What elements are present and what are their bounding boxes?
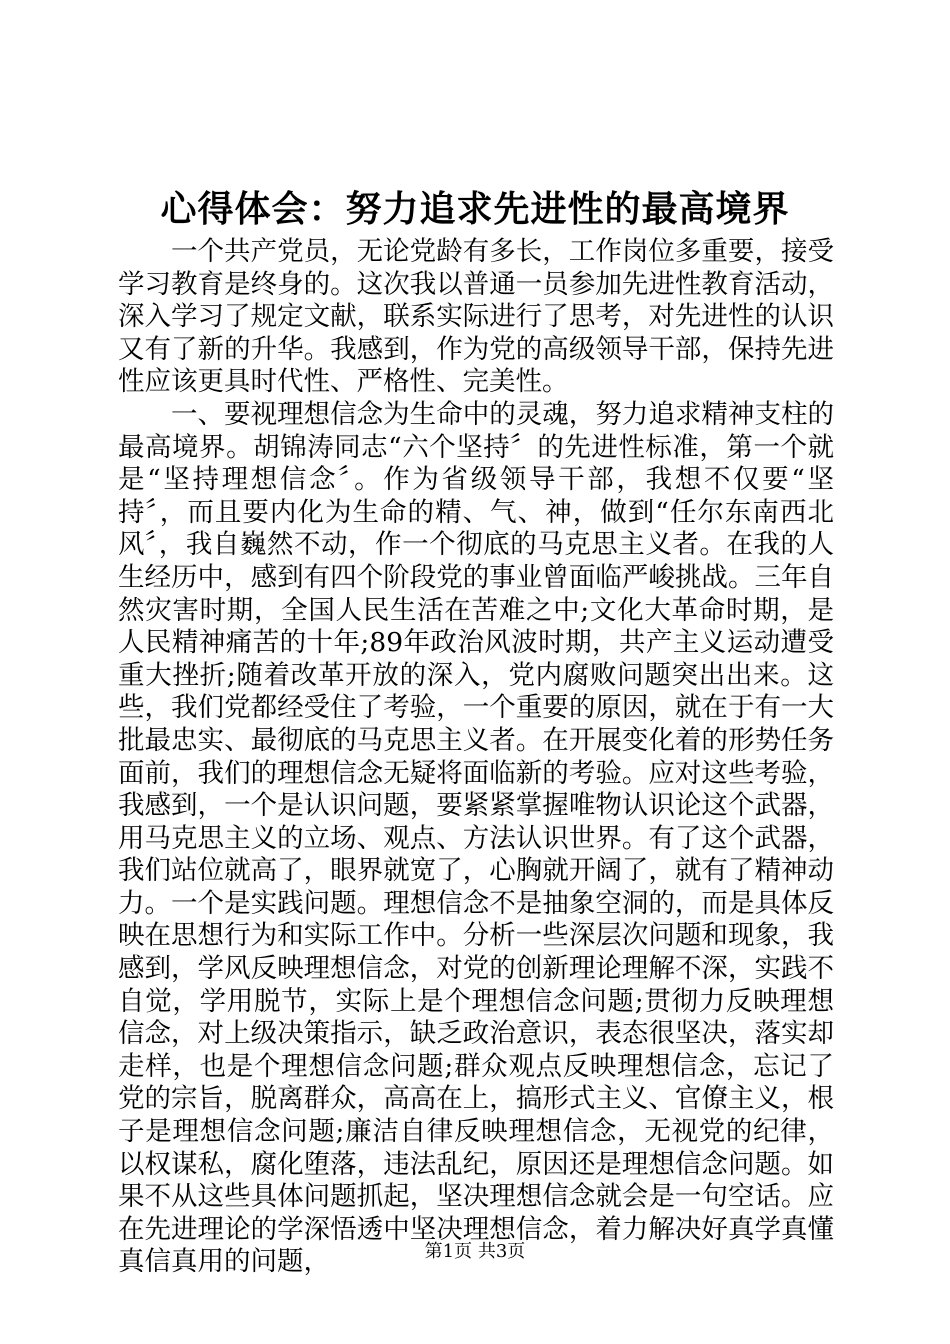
- page-number-footer: 第1页 共3页: [424, 1241, 526, 1262]
- paragraph-intro: 一个共产党员，无论党龄有多长，工作岗位多重要，接受学习教育是终身的。这次我以普通一员参加先进性教育活动，深入学习了规定文献，联系实际进行了思考，对先进性的认识又有了新的升华。我感到，作为党的高级领导干部，保持先进性应该更具时代性、严格性、完美性。: [118, 236, 834, 398]
- paragraph-section-one: 一、要视理想信念为生命中的灵魂，努力追求精神支柱的最高境界。胡锦涛同志“六个坚持〞的先进性标准，第一个就是“坚持理想信念〞。作为省级领导干部，我想不仅要“坚持〞，而且要内化为生命的精、气、神，做到“任尔东南西北风〞，我自巍然不动，作一个彻底的马克思主义者。在我的人生经历中，感到有四个阶段党的事业曾面临严峻挑战。三年自然灾害时期，全国人民生活在苦难之中;文化大革命时期，是人民精神痛苦的十年;89年政治风波时期，共产主义运动遭受重大挫折;随着改革开放的深入，党内腐败问题突出出来。这些，我们党都经受住了考验，一个重要的原因，就在于有一大批最忠实、最彻底的马克思主义者。在开展变化着的形势任务面前，我们的理想信念无疑将面临新的考验。应对这些考验，我感到，一个是认识问题，要紧紧掌握唯物认识论这个武器，用马克思主义的立场、观点、方法认识世界。有了这个武器，我们站位就高了，眼界就宽了，心胸就开阔了，就有了精神动力。一个是实践问题。理想信念不是抽象空洞的，而是具体反映在思想行为和实际工作中。分析一些深层次问题和现象，我感到，学风反映理想信念，对党的创新理论理解不深，实践不自觉，学用脱节，实际上是个理想信念问题;贯彻力反映理想信念，对上级决策指示，缺乏政治意识，表态很坚决，落实却走样，也是个理想信念问题;群众观点反映理想信念，忘记了党的宗旨，脱离群众，高高在上，搞形式主义、官僚主义，根子是理想信念问题;廉洁自律反映理想信念，无视党的纪律，以权谋私，腐化堕落，违法乱纪，原因还是理想信念问题。如果不从这些具体问题抓起，坚决理想信念就会是一句空话。应在先进理论的学深悟透中坚决理想信念，着力解决好真学真懂真信真用的问题，: [118, 398, 834, 1278]
- document-body: [118, 236, 834, 1279]
- document-title: 心得体会：努力追求先进性的最高境界: [160, 188, 790, 230]
